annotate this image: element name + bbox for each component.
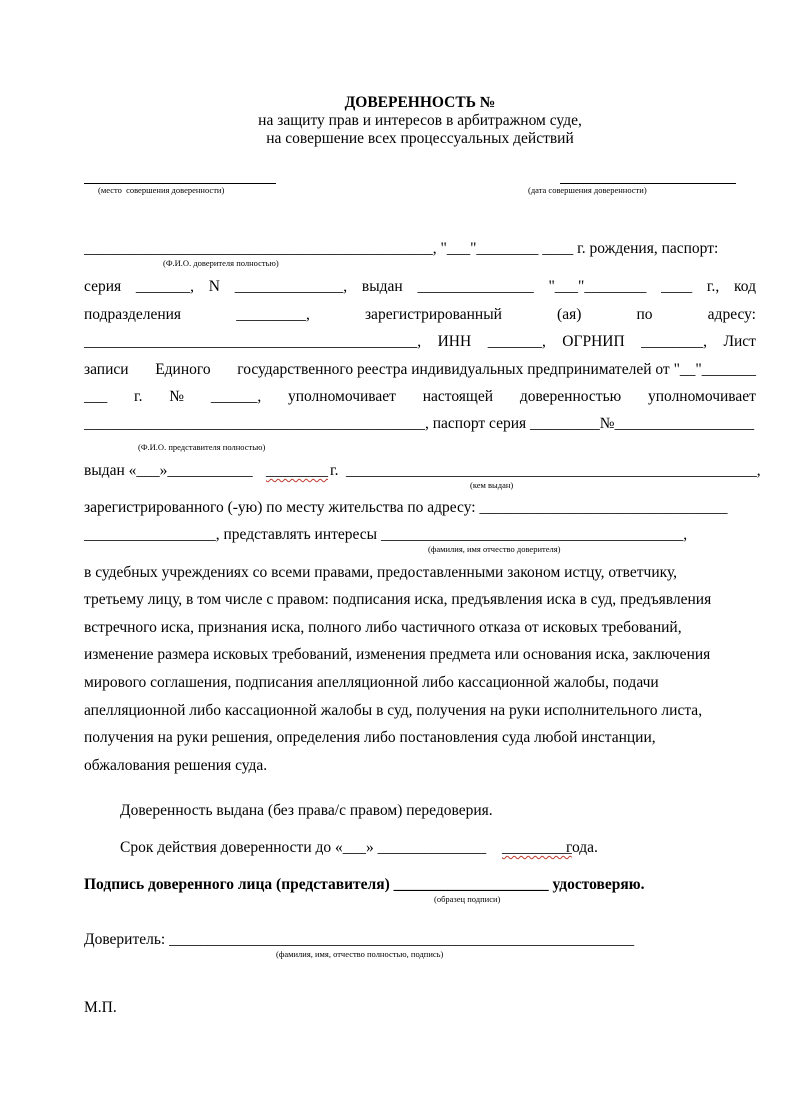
powers-line-7: получения на руки решения, определения либо постановления суда любой инстанции,	[84, 729, 656, 746]
validity-line: Срок действия доверенности до «___» ______________	[120, 839, 487, 856]
powers-line-1: в судебных учреждениях со всеми правами, предоставленными законом истцу, ответчику,	[84, 564, 678, 581]
line-representative: ____________________________________________, паспорт серия _________№__________________	[84, 415, 755, 432]
issued-by-caption: (кем выдан)	[470, 480, 514, 490]
principal-name-caption: (Ф.И.О. доверителя полностью)	[163, 258, 279, 268]
line-division: подразделения _________, зарегистрированный (ая) по адресу:	[84, 306, 756, 323]
line-interests: _________________, представлять интересы _______________________________________,	[84, 526, 688, 543]
rep-name-caption: (Ф.И.О. представителя полностью)	[138, 442, 266, 452]
document-title: ДОВЕРЕННОСТЬ №	[344, 94, 496, 111]
line-address: зарегистрированного (-ую) по месту жительства по адресу: ________________________________	[84, 499, 728, 516]
powers-line-5: мирового соглашения, подписания апелляционной либо кассационной жалобы, подачи	[84, 674, 659, 691]
signature-line: Подпись доверенного лица (представителя) ____________________ удостоверяю.	[84, 876, 645, 893]
powers-line-6: апелляционной либо кассационной жалобы в суд, получения на руки исполнительного листа,	[84, 702, 703, 719]
issued-year-suffix: г.	[330, 462, 339, 479]
place-caption: (место совершения доверенности)	[98, 185, 225, 195]
line-passport: серия _______, N ______________, выдан _______________ "___"________ ____ г., код	[84, 278, 756, 295]
issued-date-field: ________	[266, 462, 328, 479]
document-subtitle-2: на совершение всех процессуальных действий	[266, 130, 574, 147]
issued-by-field: _____________________________________________________,	[346, 462, 761, 479]
date-line	[560, 183, 736, 184]
line-authorizes: ___ г. № ______, уполномочивает настоящей доверенностью уполномочивает	[84, 388, 756, 405]
powers-line-2: третьему лицу, в том числе с правом: подписания иска, предъявления иска в суд, предъявления	[84, 591, 712, 608]
line-registry: записи Единого государственного реестра индивидуальных предпринимателей от "__"_______	[84, 361, 756, 378]
signature-caption: (образец подписи)	[434, 894, 501, 904]
powers-line-8: обжалования решения суда.	[84, 757, 268, 774]
line-inn: ___________________________________________, ИНН _______, ОГРНИП ________, Лист	[84, 333, 756, 350]
date-caption: (дата совершения доверенности)	[528, 185, 647, 195]
stamp-label: М.П.	[84, 999, 117, 1016]
line-issued: выдан «___»___________	[84, 462, 253, 479]
place-line	[84, 183, 276, 184]
line-principal: _____________________________________________, "___"________ ____ г. рождения, паспорт:	[84, 240, 719, 257]
principal-line: Доверитель: ____________________________________________________________	[84, 931, 635, 948]
validity-year-suffix: года.	[566, 839, 598, 856]
redelegation-line: Доверенность выдана (без права/с правом) передоверия.	[120, 802, 493, 819]
powers-line-3: встречного иска, признания иска, полного либо частичного отказа от исковых требований,	[84, 619, 682, 636]
powers-line-4: изменение размера исковых требований, изменения предмета или основания иска, заключения	[84, 646, 711, 663]
principal-fio-caption: (фамилия, имя отчество доверителя)	[428, 544, 561, 554]
validity-year-field: _________	[502, 839, 572, 856]
document-subtitle-1: на защиту прав и интересов в арбитражном суде,	[258, 112, 582, 129]
principal-sign-caption: (фамилия, имя, отчество полностью, подпись)	[276, 949, 444, 959]
